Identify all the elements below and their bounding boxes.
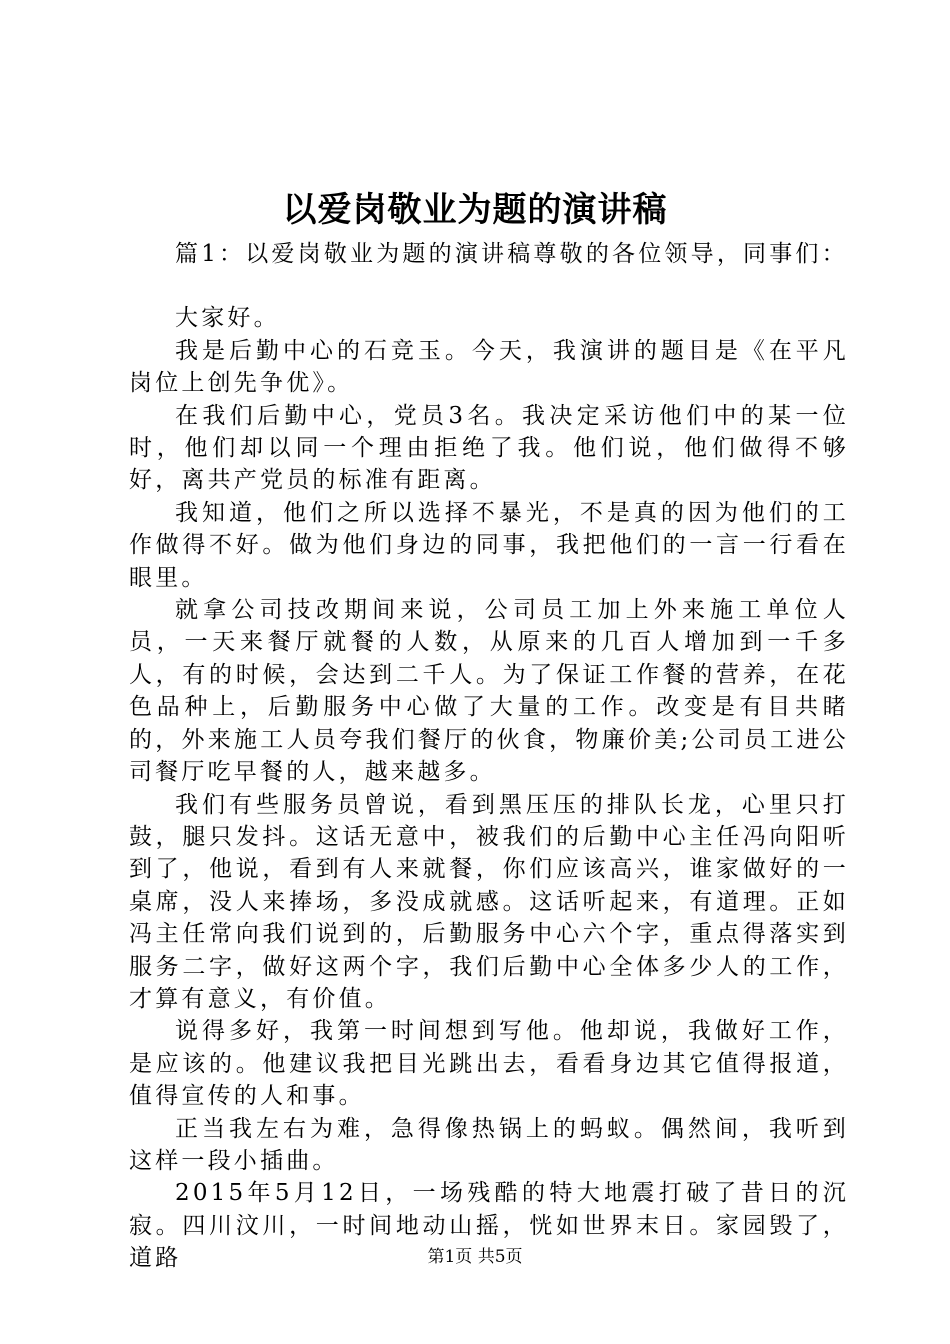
paragraph: 我是后勤中心的石竞玉。今天，我演讲的题目是《在平凡岗位上创先争优》。 <box>129 337 849 397</box>
paragraph: 大家好。 <box>175 305 280 332</box>
paragraph: 就拿公司技改期间来说，公司员工加上外来施工单位人员，一天来餐厅就餐的人数，从原来的几百人增加到一千多人，有的时候，会达到二千人。为了保证工作餐的营养，在花色品种上，后勤服务中心做了大量的工作。改变是有目共睹的，外来施工人员夸我们餐厅的伙食，物廉价美;公司员工进公司餐厅吃早餐的人，越来越多。 <box>129 597 849 786</box>
paragraph: 我知道，他们之所以选择不暴光，不是真的因为他们的工作做得不好。做为他们身边的同事，我把他们的一言一行看在眼里。 <box>129 499 849 591</box>
document-title: 以爱岗敬业为题的演讲稿 <box>282 190 668 230</box>
paragraph: 正当我左右为难，急得像热锅上的蚂蚁。偶然间，我听到这样一段小插曲。 <box>129 1115 849 1174</box>
paragraph: 我们有些服务员曾说，看到黑压压的排队长龙，心里只打鼓，腿只发抖。这话无意中，被我们的后勤中心主任冯向阳听到了，他说，看到有人来就餐，你们应该高兴，谁家做好的一桌席，没人来捧场，多没成就感。这话听起来，有道理。正如冯主任常向我们说到的，后勤服务中心六个字，重点得落实到服务二字，做好这两个字，我们后勤中心全体多少人的工作，才算有意义，有价值。 <box>129 791 849 1012</box>
paragraph: 在我们后勤中心，党员3名。我决定采访他们中的某一位时，他们却以同一个理由拒绝了我。他们说，他们做得不够好，离共产党员的标准有距离。 <box>129 402 849 494</box>
paragraph: 2015年5月12日，一场残酷的特大地震打破了昔日的沉寂。四川汶川，一时间地动山摇，恍如世界末日。家园毁了，道路 <box>129 1180 849 1272</box>
page-number-footer: 第1页 共5页 <box>427 1247 523 1267</box>
document-body <box>129 238 849 1275</box>
paragraph: 篇1：以爱岗敬业为题的演讲稿尊敬的各位领导，同事们： <box>175 241 848 267</box>
paragraph: 说得多好，我第一时间想到写他。他却说，我做好工作，是应该的。他建议我把目光跳出去，看看身边其它值得报道，值得宣传的人和事。 <box>129 1018 849 1110</box>
